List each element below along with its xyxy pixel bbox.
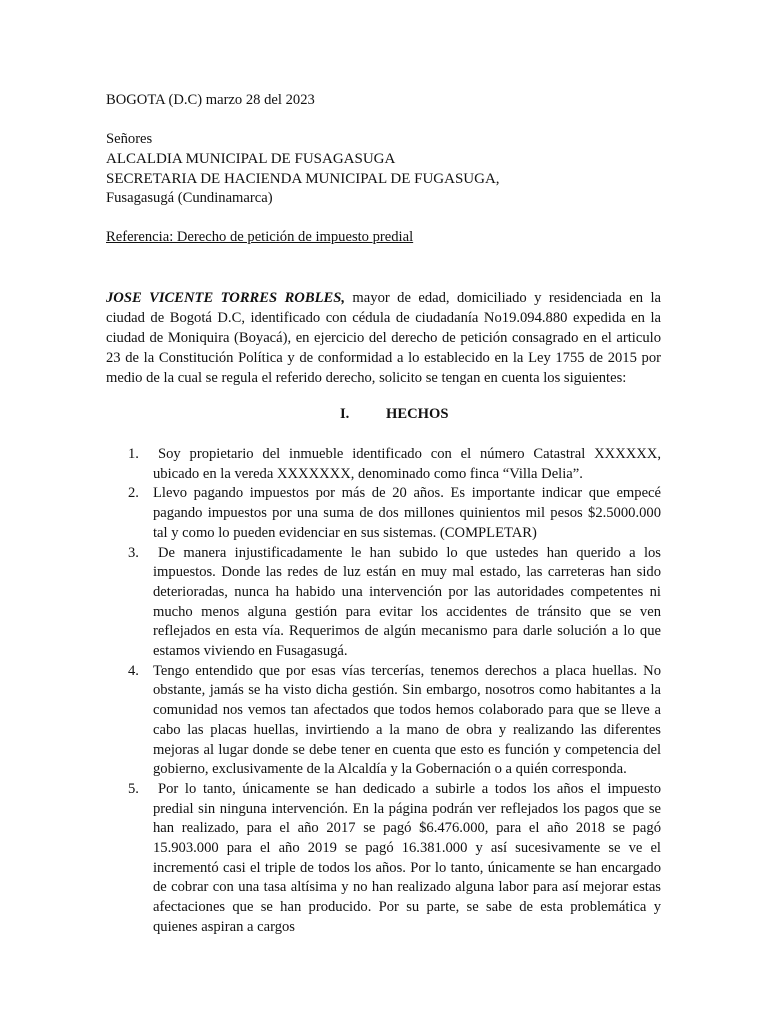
- list-item-number: 4.: [128, 662, 139, 679]
- list-item-text: Tengo entendido que por esas vías tercerías, tenemos derechos a placa huellas. No obstante, jamás se ha visto dicha gestión. Sin embargo, nosotros como habitantes a la comunidad nos vemos tan afectados que todos hemos colaborado para que se lleve a cabo las placas huellas, invirtiendo a la mano de obra y realizando las diferentes mejoras al lugar donde se debe tener en cuenta que esto es función y competencia del gobierno, exclusivamente de la Alcaldía y la Gobernación o a quién corresponda.: [153, 662, 661, 778]
- section-number: I.: [340, 406, 350, 422]
- petitioner-name: JOSE VICENTE TORRES ROBLES,: [106, 290, 345, 306]
- reference-line: Referencia: Derecho de petición de impuesto predial: [106, 229, 414, 245]
- letter-date: BOGOTA (D.C) marzo 28 del 2023: [106, 92, 315, 108]
- list-item-text: Llevo pagando impuestos por más de 20 años. Es importante indicar que empecé pagando impuestos por una suma de dos millones quinientos mil pesos $2.5000.000 tal y como lo pueden evidenciar en sus sistemas. (COMPLETAR): [153, 485, 661, 541]
- recipient-line-1: ALCALDIA MUNICIPAL DE FUSAGASUGA: [106, 151, 396, 167]
- section-title: HECHOS: [386, 406, 449, 422]
- salutation: Señores: [106, 131, 153, 147]
- list-item-text: Por lo tanto, únicamente se han dedicado a subirle a todos los años el impuesto predial sin ninguna intervención. En la página podrán ver reflejados los pagos que se han realizado, para el año 2017 se pagó $6.476.000, para el año 2018 se pagó 15.903.000 para el año 2019 se pagó 16.381.000 y así sucesivamente se ve el incrementó casi el triple de todos los años. Por lo tanto, únicamente se han encargado de cobrar con una tasa altísima y no han realizado alguna labor para así mejorar estas afectaciones que se han producido. Por su parte, se sabe de esta problemática y quienes aspiran a cargos: [153, 780, 661, 935]
- list-item: [0, 484, 768, 543]
- list-item-text: De manera injustificadamente le han subido lo que ustedes han querido a los impuestos. Donde las redes de luz están en muy mal estado, las carreteras han sido deterioradas, nunca ha habido una intervención por las autoridades competentes ni mucho menos alguna gestión para evitar los accidentes de tránsito que se ven reflejados en esta vía. Requerimos de algún mecanismo para darle solución a lo que estamos viviendo en Fusagasugá.: [153, 544, 661, 660]
- intro-paragraph: [106, 288, 661, 388]
- facts-list: [0, 445, 768, 938]
- list-item-number: 3.: [128, 544, 139, 561]
- list-item: [0, 780, 768, 938]
- recipient-line-2: SECRETARIA DE HACIENDA MUNICIPAL DE FUGASUGA,: [106, 171, 500, 187]
- list-item: [0, 662, 768, 780]
- list-item-number: 2.: [128, 485, 139, 502]
- intro-text: mayor de edad, domiciliado y residenciada en la ciudad de Bogotá D.C, identificado con cédula de ciudadanía No19.094.880 expedida en la ciudad de Moniquira (Boyacá), en ejercicio del derecho de petición consagrado en el articulo 23 de la Constitución Política y de conformidad a lo establecido en la Ley 1755 de 2015 por medio de la cual se regula el referido derecho, solicito se tengan en cuenta los siguientes:: [106, 290, 661, 386]
- list-item: [0, 445, 768, 484]
- list-item: [0, 544, 768, 662]
- recipient-line-3: Fusagasugá (Cundinamarca): [106, 190, 273, 206]
- list-item-number: 5.: [128, 780, 139, 797]
- list-item-number: 1.: [128, 446, 139, 462]
- list-item-text: Soy propietario del inmueble identificado con el número Catastral XXXXXX, ubicado en la vereda XXXXXXX, denominado como finca “Villa Delia”.: [153, 446, 661, 482]
